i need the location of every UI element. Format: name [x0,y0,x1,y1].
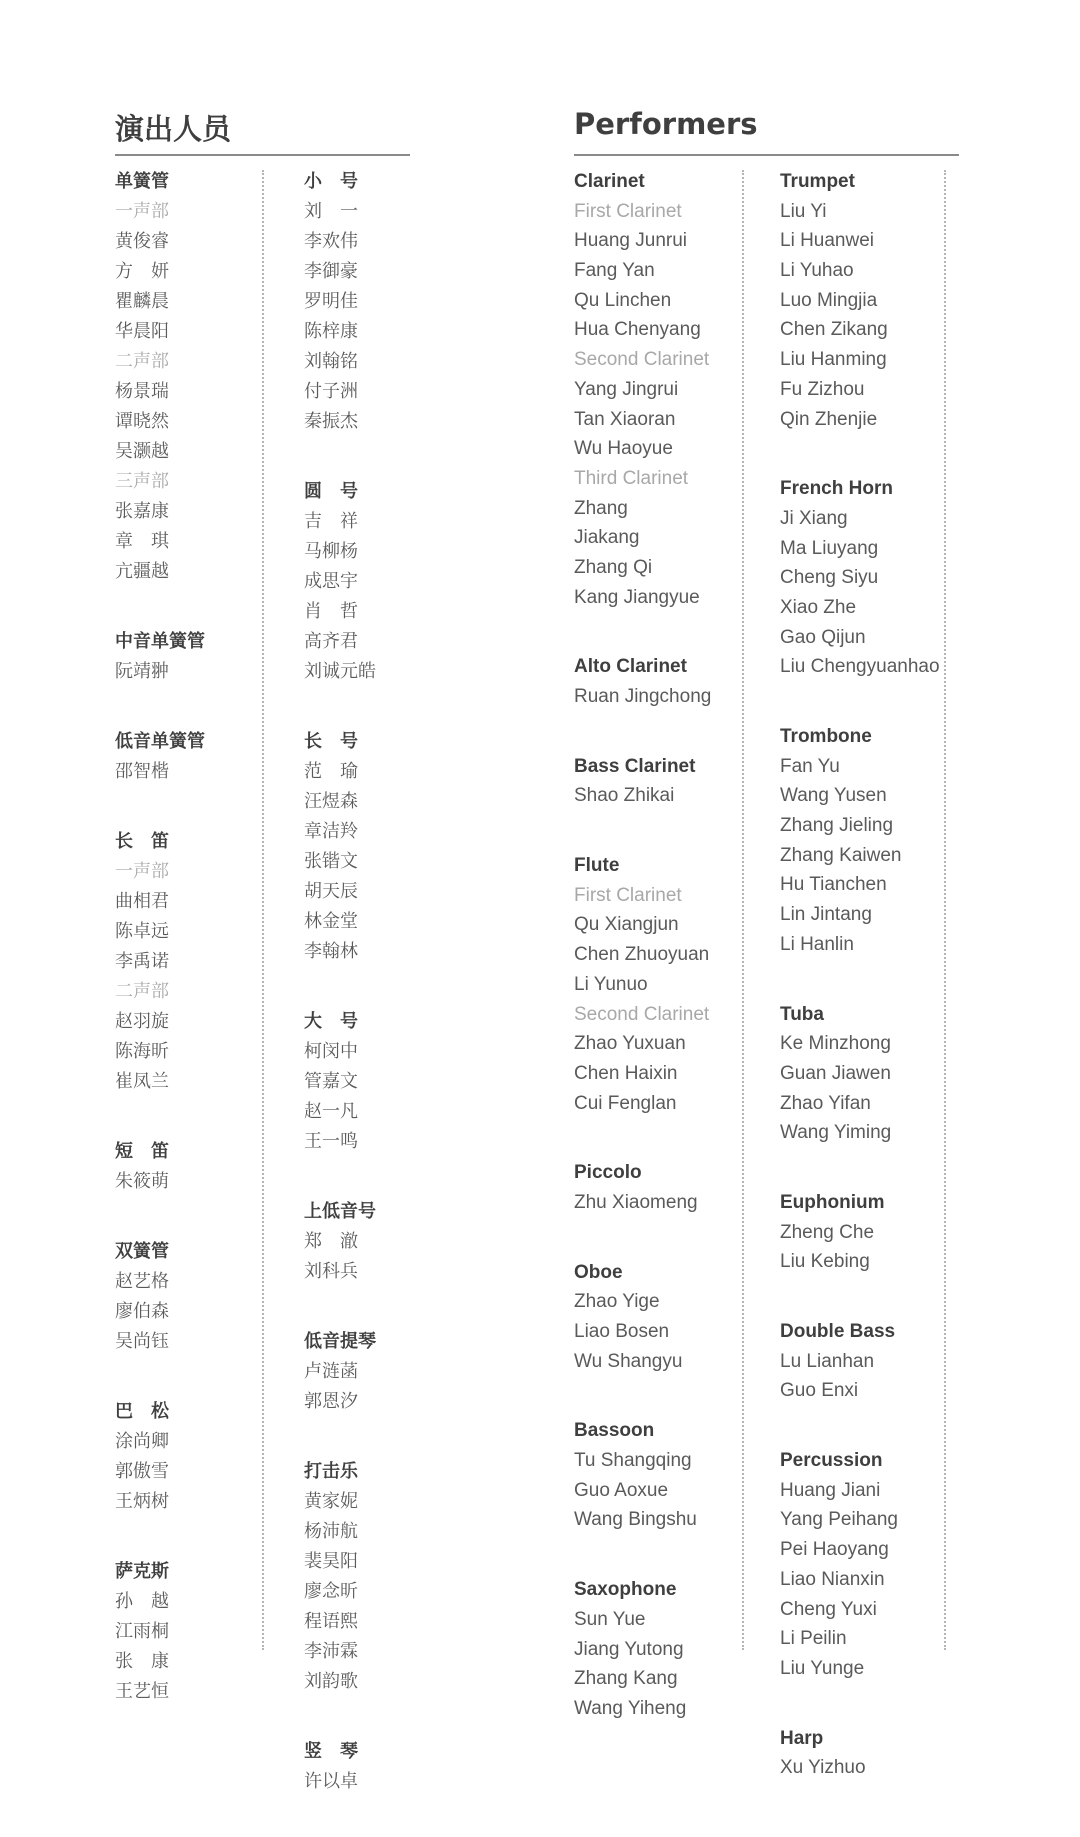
performer-name: Li Yuhao [780,260,854,282]
performer-name: Guo Enxi [780,1380,859,1402]
section-group [574,1158,764,1217]
title-underline-en [574,154,959,156]
section-heading: Piccolo [574,1162,642,1184]
performer-name: 廖念昕 [304,1581,358,1602]
performer-name: 刘科兵 [304,1261,358,1282]
performer-name: Wang Yusen [780,785,887,807]
performer-name: Chen Haixin [574,1062,678,1084]
performer-name: Li Hanlin [780,933,854,955]
performer-name: Pei Haoyang [780,1539,889,1561]
performer-name: Liu Yi [780,200,827,222]
section-heading: 中音单簧管 [115,631,205,652]
performer-name: 罗明佳 [304,291,358,312]
performer-name: Li Peilin [780,1628,847,1650]
section-group [115,1237,285,1357]
performer-name: Huang Junrui [574,230,688,252]
performer-name: 江雨桐 [115,1621,169,1642]
performer-name: Wu Shangyu [574,1350,683,1372]
section-group [115,1137,285,1197]
performer-name: 柯闵中 [304,1041,358,1062]
performer-name: Lin Jintang [780,904,872,926]
title-underline-cn [115,154,410,156]
performer-name: Wu Haoyue [574,438,673,460]
section-group [304,1457,474,1697]
section-group [574,1575,764,1723]
performer-name: Ruan Jingchong [574,686,712,707]
section-heading: Oboe [574,1261,623,1283]
performer-name: Zhu Xiaomeng [574,1191,698,1213]
section-group [115,1397,285,1517]
section-group [115,167,285,587]
performer-name: Cui Fenglan [574,1092,677,1114]
section-heading: Bass Clarinet [574,755,696,777]
performer-name: 马柳杨 [304,541,358,562]
performer-name: Jiang Yutong [574,1638,684,1660]
section-heading: Trumpet [780,171,855,192]
performer-name: 涂尚卿 [115,1431,169,1452]
performer-name: 汪煜森 [304,791,358,812]
performer-name: Guo Aoxue [574,1479,669,1501]
performer-name: Liu Yunge [780,1657,865,1679]
performer-name: 赵艺格 [115,1271,169,1292]
performer-name: 孙 越 [115,1591,169,1612]
performer-name: Xu Yizhuo [780,1757,866,1779]
performer-name: Sun Yue [574,1608,646,1630]
performer-name: 李欢伟 [304,231,358,252]
en-roster-column-1 [574,167,764,1764]
performer-name: Luo Mingjia [780,289,878,311]
performer-name: 李翰林 [304,941,358,962]
performer-name: 王一鸣 [304,1131,358,1152]
part-label: 二声部 [115,981,169,1002]
section-heading: Alto Clarinet [574,656,687,678]
performer-name: Wang Yiming [780,1122,892,1144]
section-group [574,1416,764,1535]
performer-name: Wang Bingshu [574,1509,697,1531]
performer-name: Fan Yu [780,755,840,777]
section-group [304,1007,474,1157]
performer-name: 胡天辰 [304,881,358,902]
section-group [780,1317,970,1406]
section-group [780,1446,970,1684]
section-heading: 巴 松 [115,1401,169,1422]
performer-name: Zhang [574,497,628,519]
performer-name: Liao Bosen [574,1321,670,1342]
section-heading: French Horn [780,478,893,500]
section-heading: Double Bass [780,1321,896,1342]
performer-name: Liu Hanming [780,349,887,371]
section-heading: Harp [780,1727,824,1749]
performer-name: 赵羽旋 [115,1011,169,1032]
section-heading: 双簧管 [115,1241,169,1262]
section-heading: 低音单簧管 [115,731,205,752]
performer-name: Cheng Siyu [780,567,879,589]
section-group [304,1737,474,1797]
performer-name: 瞿麟晨 [115,291,169,312]
section-group [780,1000,970,1148]
performer-name: 卢涟菡 [304,1361,358,1382]
performer-name: 王艺恒 [115,1681,169,1702]
performer-name: 赵一凡 [304,1101,358,1122]
section-group [304,477,474,687]
performer-name: 陈海昕 [115,1041,169,1062]
section-group [780,1724,970,1783]
performer-name: 李禹诺 [115,951,169,972]
column-divider-en-1 [742,170,744,1650]
section-group [304,1197,474,1287]
performer-name: 杨景瑞 [115,381,169,402]
performer-name: Huang Jiani [780,1479,881,1501]
section-group [574,1258,764,1377]
section-group [115,1557,285,1707]
section-heading: Tuba [780,1003,824,1025]
section-heading: 大 号 [304,1011,358,1032]
section-heading: Flute [574,855,620,877]
performer-name: Ke Minzhong [780,1033,891,1055]
performer-name: Guan Jiawen [780,1062,891,1084]
performer-name: 吴尚钰 [115,1331,169,1352]
section-heading: 萨克斯 [115,1561,169,1582]
part-label: Third Clarinet [574,467,689,489]
performer-name: Liu Kebing [780,1251,870,1273]
performer-name: 裴昊阳 [304,1551,358,1572]
performer-name: 林金堂 [304,911,358,932]
performer-name: 陈卓远 [115,921,169,942]
part-label: First Clarinet [574,200,682,222]
page-title-cn: 演出人员 [115,112,232,146]
performer-name: 许以卓 [304,1771,358,1792]
part-label: 一声部 [115,861,169,882]
performer-name: Hua Chenyang [574,319,701,341]
section-group [574,167,764,612]
part-label: Second Clarinet [574,349,710,371]
performer-name: Qu Linchen [574,289,672,311]
performer-name: 郭傲雪 [115,1461,169,1482]
section-heading: Trombone [780,726,872,747]
performer-name: Chen Zhuoyuan [574,944,710,966]
performer-name: Zhao Yige [574,1291,660,1313]
section-heading: Euphonium [780,1191,885,1213]
performer-name: Li Yunuo [574,973,648,995]
performer-name: Zhang Qi [574,556,653,578]
performer-name: Yang Jingrui [574,378,679,400]
performer-name: 刘 一 [304,201,358,222]
performer-name: Li Huanwei [780,230,874,252]
performer-name: Yang Peihang [780,1509,898,1531]
performer-name: Tu Shangqing [574,1450,692,1472]
performer-name: Zheng Che [780,1221,875,1243]
performer-name: 郑 澈 [304,1231,358,1252]
performer-name: 吴灏越 [115,441,169,462]
section-heading: Clarinet [574,171,645,192]
performer-name: Liu Chengyuanhao [780,656,940,678]
performer-name: 谭晓然 [115,411,169,432]
part-label: 一声部 [115,201,169,222]
performer-name: 朱筱萌 [115,1171,169,1192]
performer-name: 张嘉康 [115,501,169,522]
performer-name: Ji Xiang [780,507,848,529]
performer-name: 程语熙 [304,1611,358,1632]
section-group [304,167,474,437]
performer-name: Hu Tianchen [780,874,887,896]
performer-name: 李沛霖 [304,1641,358,1662]
performer-name: Qu Xiangjun [574,914,679,936]
section-heading: 圆 号 [304,481,358,502]
page-title-en: Performers [574,107,758,141]
section-heading: 短 笛 [115,1141,169,1162]
performer-name: 刘韵歌 [304,1671,358,1692]
performer-name: Shao Zhikai [574,785,675,807]
performer-name: Tan Xiaoran [574,408,676,430]
part-label: 三声部 [115,471,169,492]
section-heading: 竖 琴 [304,1741,358,1762]
performer-name: 邵智楷 [115,761,169,782]
performer-name: 章 琪 [115,531,169,552]
performer-name: Zhao Yuxuan [574,1033,686,1055]
part-label: First Clarinet [574,884,682,906]
performer-name: Xiao Zhe [780,596,857,618]
section-group [115,827,285,1097]
performer-name: Jiakang [574,527,640,549]
performer-name: Qin Zhenjie [780,408,878,430]
performer-name: 吉 祥 [304,511,358,532]
section-heading: 小 号 [304,171,358,192]
performer-name: Zhang Jieling [780,815,894,837]
section-group [574,752,764,811]
performer-name: 李御豪 [304,261,358,282]
performer-name: Cheng Yuxi [780,1598,877,1620]
cn-roster-column-2 [304,167,474,1837]
section-heading: 长 笛 [115,831,169,852]
performer-name: 刘翰铭 [304,351,358,372]
performer-name: 陈梓康 [304,321,358,342]
performer-name: 高齐君 [304,631,358,652]
en-roster-column-2 [780,167,970,1823]
performer-name: 王炳树 [115,1491,169,1512]
section-group [780,474,970,682]
section-group [574,652,764,711]
performer-name: Zhang Kaiwen [780,844,902,866]
section-group [115,627,285,687]
section-group [780,1188,970,1277]
performer-name: Ma Liuyang [780,537,879,559]
part-label: Second Clarinet [574,1003,710,1025]
performer-name: 张锴文 [304,851,358,872]
section-group [304,727,474,967]
cn-roster-column-1 [115,167,285,1747]
performer-name: 秦振杰 [304,411,358,432]
section-group [304,1327,474,1417]
performer-name: 刘诚元皓 [304,661,376,682]
performer-name: 肖 哲 [304,601,358,622]
section-heading: 单簧管 [115,171,169,192]
section-heading: 上低音号 [304,1201,376,1222]
section-heading: Bassoon [574,1420,655,1442]
performer-name: Zhang Kang [574,1668,678,1690]
performer-name: 廖伯森 [115,1301,169,1322]
performer-name: 杨沛航 [304,1521,358,1542]
performer-name: Zhao Yifan [780,1092,871,1114]
performer-name: Gao Qijun [780,626,866,648]
performer-name: Liao Nianxin [780,1568,885,1590]
section-heading: Saxophone [574,1579,677,1601]
performer-name: 付子洲 [304,381,358,402]
section-heading: 低音提琴 [304,1331,376,1352]
performer-name: 方 妍 [115,261,169,282]
section-group [115,727,285,787]
performer-name: Wang Yiheng [574,1697,687,1719]
performer-name: 黄俊睿 [115,231,169,252]
column-divider-en-2 [944,170,946,1650]
section-heading: 打击乐 [304,1461,358,1482]
performer-name: 华晨阳 [115,321,169,342]
performer-name: 亢疆越 [115,561,169,582]
performer-name: Lu Lianhan [780,1350,875,1372]
performer-name: Chen Zikang [780,319,888,341]
performer-name: 张 康 [115,1651,169,1672]
performer-name: Fang Yan [574,260,655,282]
section-group [780,167,970,434]
part-label: 二声部 [115,351,169,372]
section-group [574,851,764,1118]
performer-name: 章洁羚 [304,821,358,842]
performer-name: 范 瑜 [304,761,358,782]
performer-name: 管嘉文 [304,1071,358,1092]
performer-name: 崔凤兰 [115,1071,169,1092]
performer-name: 阮靖翀 [115,661,169,682]
performer-name: 黄家妮 [304,1491,358,1512]
column-divider-cn [262,170,264,1650]
performer-name: 成思宇 [304,571,358,592]
section-heading: Percussion [780,1450,883,1472]
performer-name: Fu Zizhou [780,378,865,400]
performer-name: Kang Jiangyue [574,586,700,608]
section-group [780,722,970,960]
performer-name: 郭恩汐 [304,1391,358,1412]
section-heading: 长 号 [304,731,358,752]
performer-name: 曲相君 [115,891,169,912]
